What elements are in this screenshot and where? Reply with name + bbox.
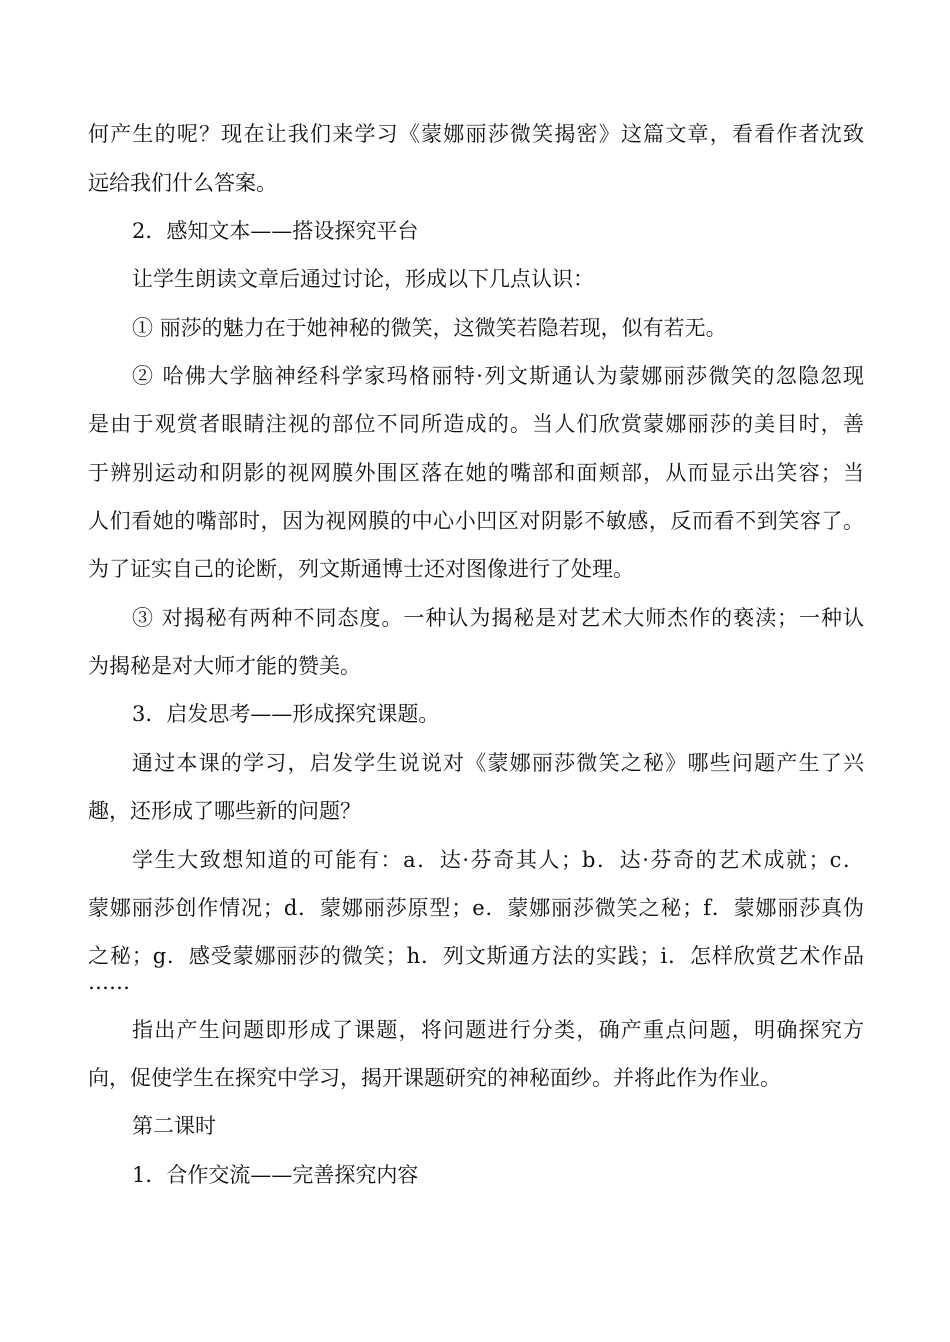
list-item: ② 哈佛大学脑神经科学家玛格丽特·列文斯通认为蒙娜丽莎微笑的忽隐忽现 bbox=[132, 364, 864, 388]
section-heading: 3．启发思考——形成探究课题。 bbox=[132, 702, 440, 726]
list-item: ① 丽莎的魅力在于她神秘的微笑，这微笑若隐若现，似有若无。 bbox=[132, 316, 727, 340]
paragraph-line: 远给我们什么答案。 bbox=[88, 171, 277, 195]
list-item: ③ 对揭秘有两种不同态度。一种认为揭秘是对艺术大师杰作的亵渎；一种认 bbox=[132, 606, 864, 630]
paragraph-line: 让学生朗读文章后通过讨论，形成以下几点认识： bbox=[132, 267, 594, 291]
section-heading: 2．感知文本——搭设探究平台 bbox=[132, 219, 419, 243]
paragraph-line: …… bbox=[88, 970, 130, 994]
paragraph-line: 为了证实自己的论断，列文斯通博士还对图像进行了处理。 bbox=[88, 557, 634, 581]
paragraph-line: 指出产生问题即形成了课题，将问题进行分类，确产重点问题，明确探究方 bbox=[132, 1018, 864, 1042]
paragraph-line: 是由于观赏者眼睛注视的部位不同所造成的。当人们欣赏蒙娜丽莎的美目时，善 bbox=[88, 412, 864, 436]
paragraph-line: 何产生的呢？现在让我们来学习《蒙娜丽莎微笑揭密》这篇文章，看看作者沈致 bbox=[88, 122, 864, 146]
paragraph-line: 为揭秘是对大师才能的赞美。 bbox=[88, 654, 361, 678]
paragraph-line: 人们看她的嘴部时，因为视网膜的中心小凹区对阴影不敏感，反而看不到笑容了。 bbox=[88, 509, 864, 533]
section-heading: 1．合作交流——完善探究内容 bbox=[132, 1163, 419, 1187]
paragraph-line: 趣，还形成了哪些新的问题？ bbox=[88, 799, 361, 823]
paragraph-line: 之秘；g．感受蒙娜丽莎的微笑；h．列文斯通方法的实践；i．怎样欣赏艺术作品 bbox=[88, 944, 864, 968]
paragraph-line: 通过本课的学习，启发学生说说对《蒙娜丽莎微笑之秘》哪些问题产生了兴 bbox=[132, 751, 864, 775]
lesson-heading: 第二课时 bbox=[132, 1114, 216, 1138]
paragraph-line: 于辨别运动和阴影的视网膜外围区落在她的嘴部和面颊部，从而显示出笑容；当 bbox=[88, 461, 864, 485]
paragraph-line: 学生大致想知道的可能有：a．达·芬奇其人；b．达·芬奇的艺术成就；c． bbox=[132, 848, 864, 872]
paragraph-line: 向，促使学生在探究中学习，揭开课题研究的神秘面纱。并将此作为作业。 bbox=[88, 1066, 781, 1090]
paragraph-line: 蒙娜丽莎创作情况；d．蒙娜丽莎原型；e．蒙娜丽莎微笑之秘；f．蒙娜丽莎真伪 bbox=[88, 896, 864, 920]
